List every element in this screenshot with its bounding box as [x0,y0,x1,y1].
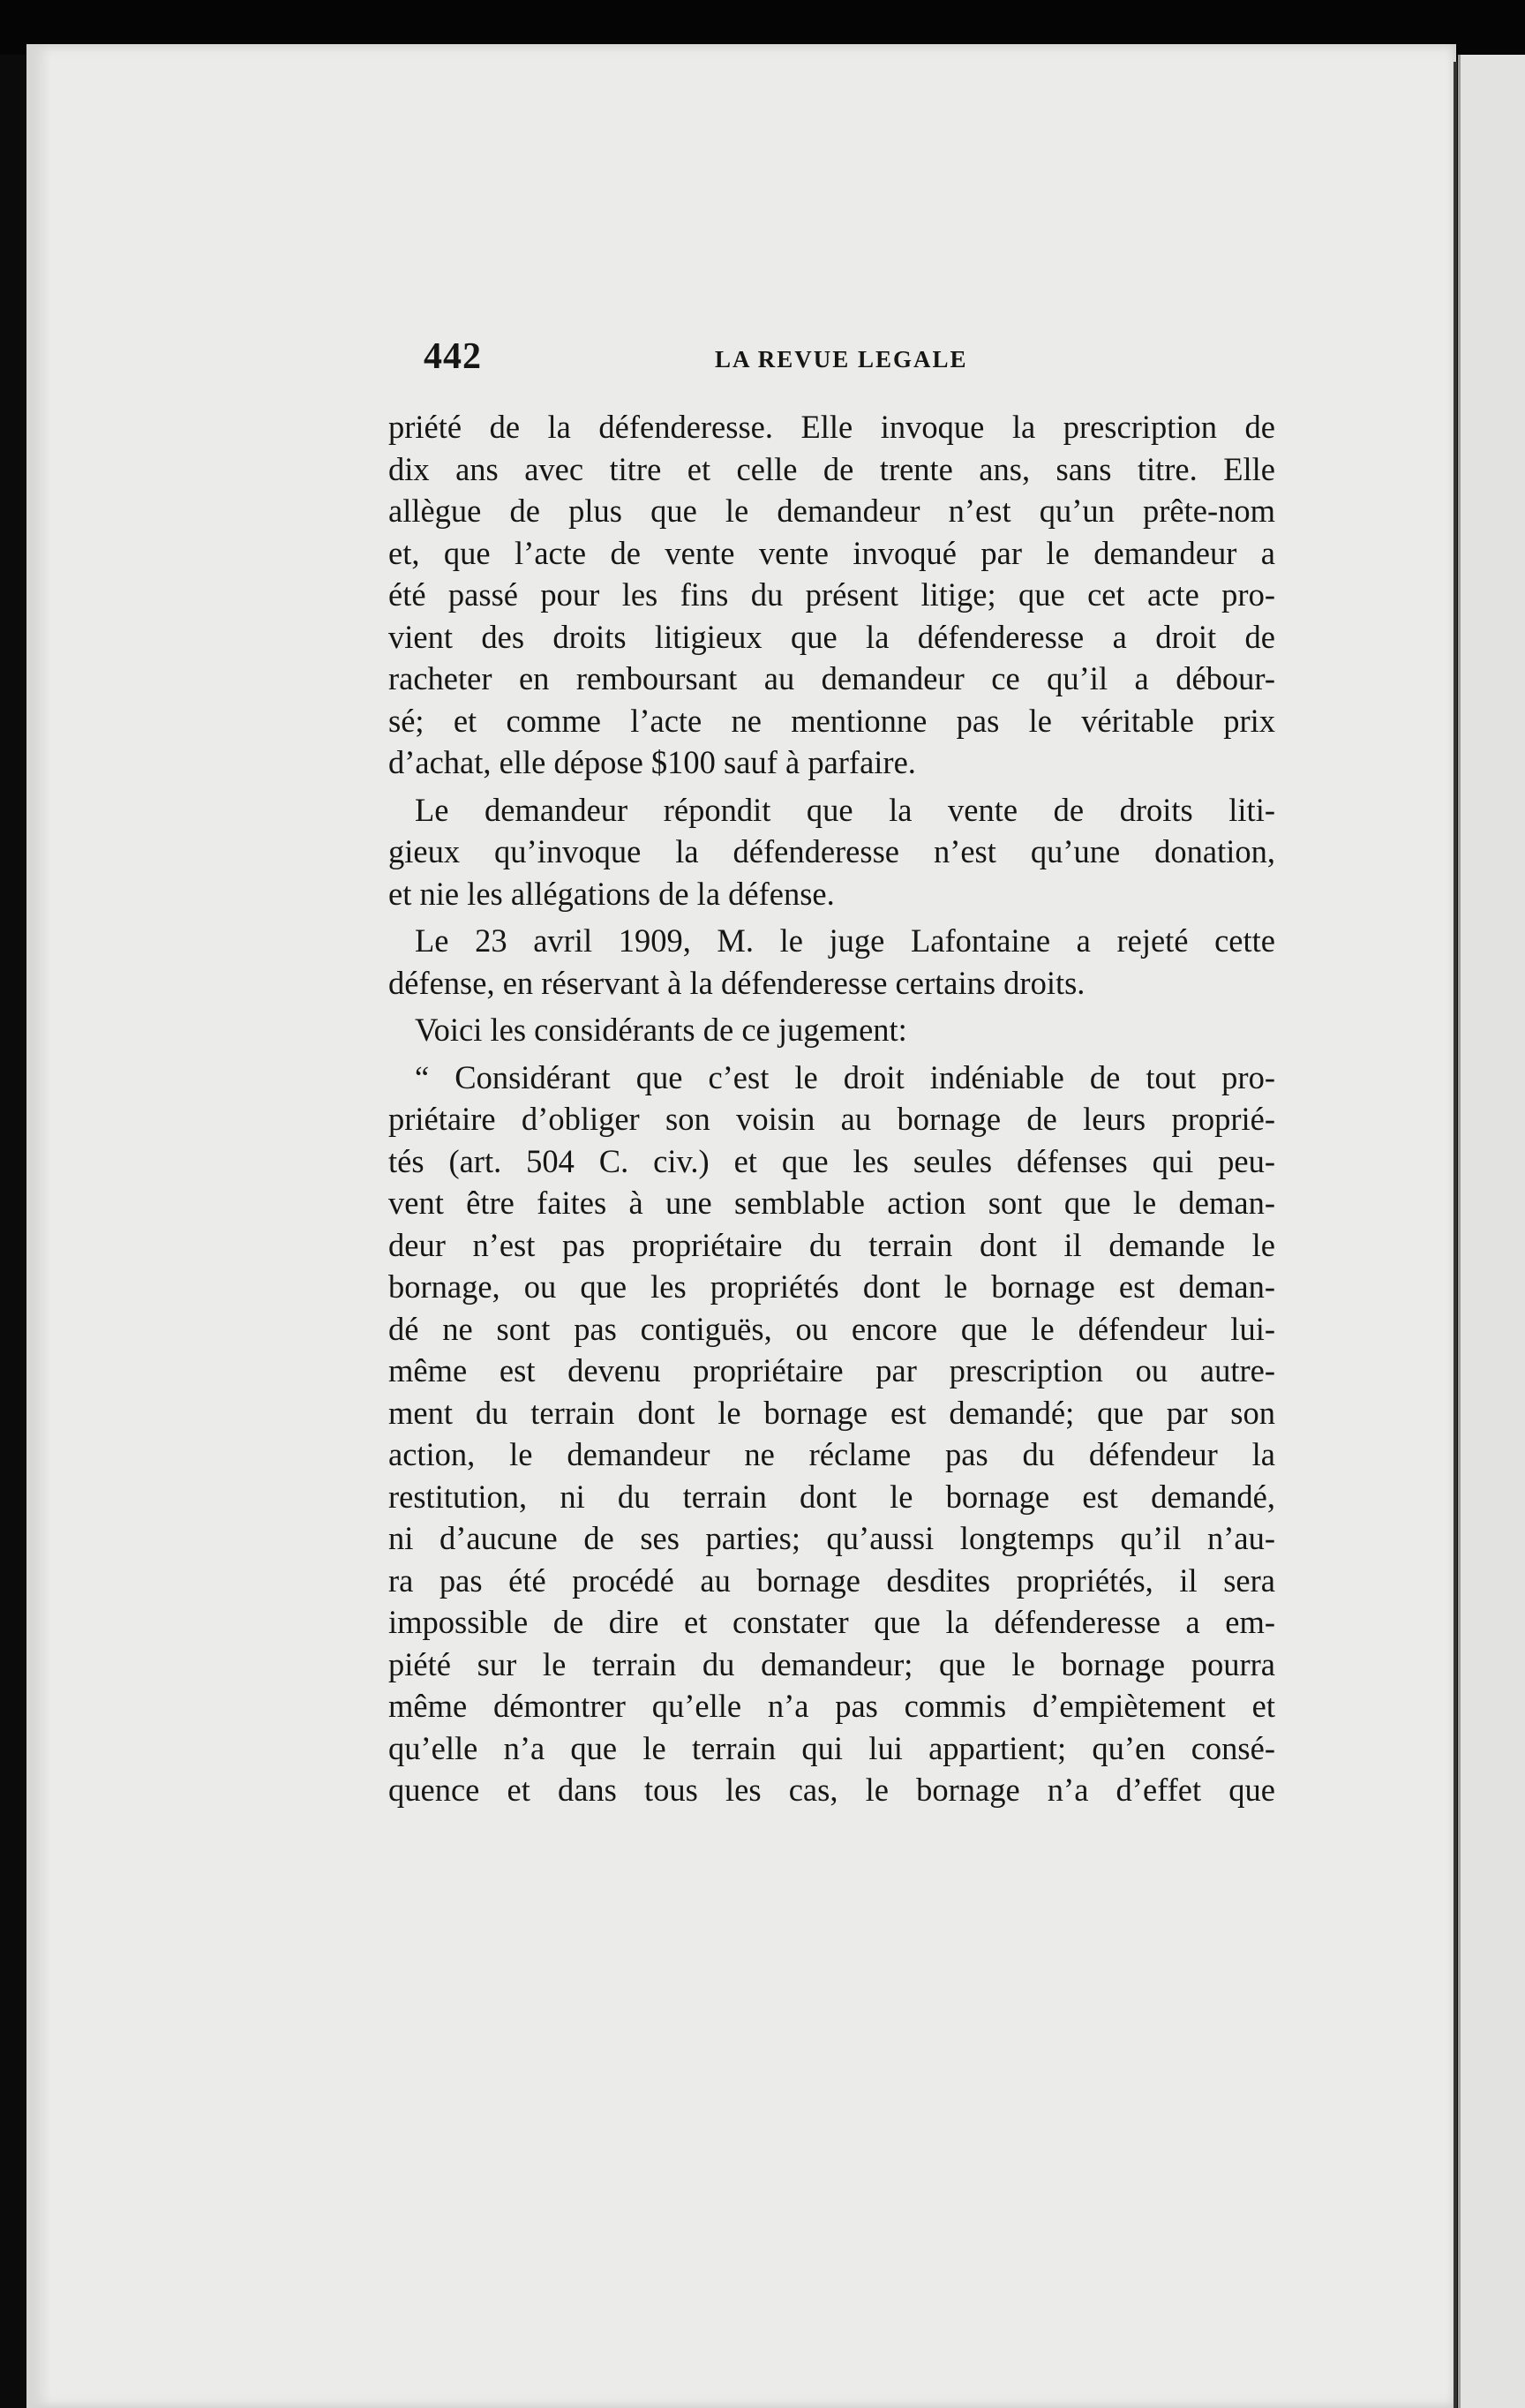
text-line: ni d’aucune de ses parties; qu’aussi longtemps qu’il n’au- [388,1520,1275,1556]
text-line: impossible de dire et constater que la défenderesse a em- [388,1604,1275,1640]
page-number: 442 [424,336,482,377]
text-line: tés (art. 504 C. civ.) et que les seules défenses qui peu- [388,1142,1275,1179]
text-line: dé ne sont pas contiguës, ou encore que le défendeur lui- [388,1310,1275,1347]
text-line: d’achat, elle dépose $100 sauf à parfaire. [388,744,916,780]
text-line: ra pas été procédé au bornage desdites propriétés, il sera [388,1561,1275,1599]
paragraph-continuation [388,406,1275,784]
text-line: défense, en réservant à la défenderesse certains droits. [388,964,1086,1001]
text-line: action, le demandeur ne réclame pas du défendeur la [388,1436,1275,1472]
text-line: quence et dans tous les cas, le bornage n’a d’effet que [388,1772,1275,1808]
text-line: priétaire d’obliger son voisin au bornage de leurs proprié- [388,1101,1275,1137]
text-line: priété de la défenderesse. Elle invoque la prescription de [388,409,1275,445]
running-header [388,335,1275,406]
text-line: même démontrer qu’elle n’a pas commis d’empiètement et [388,1688,1275,1724]
text-line: et, que l’acte de vente vente invoqué par le demandeur a [388,534,1275,571]
text-line: Voici les considérants de ce jugement: [415,1012,907,1048]
page-content [388,335,1275,1811]
text-line: Le 23 avril 1909, M. le juge Lafontaine a rejeté cette [415,922,1275,959]
text-line: sé; et comme l’acte ne mentionne pas le véritable prix [388,702,1275,739]
text-line: ment du terrain dont le bornage est demandé; que par son [388,1394,1275,1431]
text-line: et nie les allégations de la défense. [388,875,835,912]
adjacent-page-edge [1458,55,1525,2408]
text-line: gieux qu’invoque la défenderesse n’est qu’une donation, [388,833,1275,869]
journal-title: LA REVUE LEGALE [715,346,968,372]
paragraph-considerants-intro [388,1009,1275,1051]
text-line: piété sur le terrain du demandeur; que le bornage pourra [388,1645,1275,1682]
paragraph-quoted-considerant [388,1057,1275,1811]
text-line: qu’elle n’a que le terrain qui lui appartient; qu’en consé- [388,1729,1275,1766]
text-line: même est devenu propriétaire par prescription ou autre- [388,1352,1275,1388]
text-line: “ Considérant que c’est le droit indéniable de tout pro- [415,1058,1275,1095]
text-line: vent être faites à une semblable action sont que le deman- [388,1185,1275,1221]
text-line: racheter en remboursant au demandeur ce qu’il a débour- [388,660,1275,696]
page-gutter-shadow [26,44,51,2408]
text-line: allègue de plus que le demandeur n’est qu’un prête-nom [388,493,1275,529]
text-line: deur n’est pas propriétaire du terrain dont il demande le [388,1226,1275,1263]
text-line: été passé pour les fins du présent litige; que cet acte pro- [388,576,1275,613]
text-line: bornage, ou que les propriétés dont le bornage est deman- [388,1268,1275,1305]
text-line: restitution, ni du terrain dont le bornage est demandé, [388,1478,1275,1515]
paragraph-reply [388,789,1275,915]
page-fold-line [1454,62,1457,2408]
text-line: vient des droits litigieux que la défenderesse a droit de [388,618,1275,655]
text-line: Le demandeur répondit que la vente de droits liti- [415,791,1275,828]
text-line: dix ans avec titre et celle de trente ans, sans titre. Elle [388,450,1275,487]
paragraph-judgment-date [388,920,1275,1004]
